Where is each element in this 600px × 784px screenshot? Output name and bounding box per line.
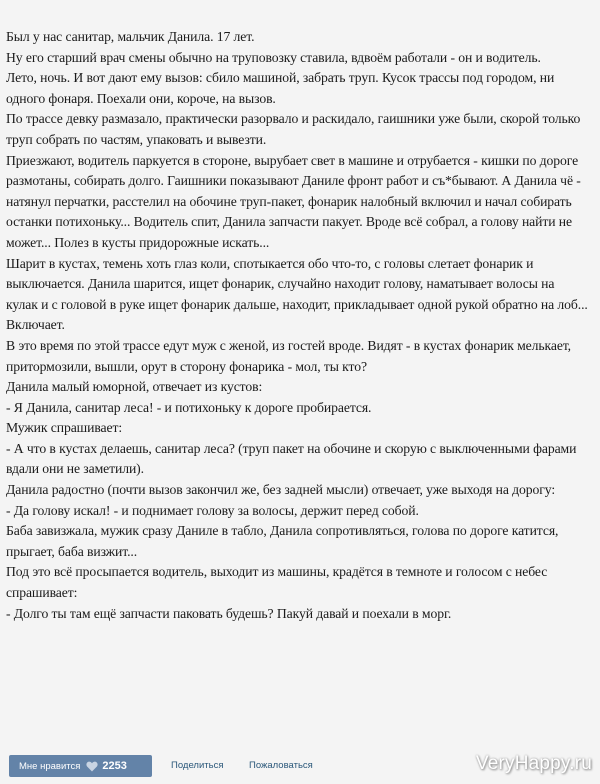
share-link[interactable]: Поделиться	[171, 760, 224, 771]
post-paragraph: Шарит в кустах, темень хоть глаз коли, спотыкается обо что-то, с головы слетает фонарик и выключается. Данила шарится, ищет фонарик, случайно находит голову, наматывает волосы на кулак и с головой в руке ищет фонарик дальше, находит, прикладывает одной рукой обратно на лоб... Включает.	[6, 255, 588, 333]
post-paragraph: Баба завизжала, мужик сразу Даниле в табло, Данила сопротивляться, голова по дороге катится, прыгает, баба визжит...	[6, 523, 559, 559]
like-button[interactable]	[9, 755, 152, 777]
post-paragraph: Данила малый юморной, отвечает из кустов:	[6, 379, 263, 395]
site-watermark: VeryHappy.ru	[475, 753, 592, 774]
post-paragraph: Под это всё просыпается водитель, выходит из машины, крадётся в темноте и голосом с небес спрашивает:	[6, 564, 548, 601]
post-paragraph: По трассе девку размазало, практически разорвало и раскидало, гаишники уже были, скорой только труп собрать по частям, упаковать и вывезти.	[6, 111, 581, 147]
post-paragraph: Приезжают, водитель паркуется в стороне, вырубает свет в машине и отрубается - кишки по дороге размотаны, собирать долго. Гаишники показывают Даниле фронт работ и съ*бывают. А Данила чё - натянул перчатки, расстелил на обочине труп-пакет, фонарик налобный включил и начал собирать останки потихоньку... Водитель спит, Данила запчасти пакует. Вроде всё собрал, а голову найти не может... Полез в кусты придорожные искать...	[6, 152, 581, 250]
post-paragraph: Мужик спрашивает:	[6, 420, 123, 436]
heart-icon	[86, 761, 98, 772]
post-paragraph: - Да голову искал! - и поднимает голову за волосы, держит перед собой.	[6, 502, 419, 518]
post-paragraph: - Я Данила, санитар леса! - и потихоньку к дороге пробирается.	[6, 399, 372, 415]
post-paragraph: - А что в кустах делаешь, санитар леса? (труп пакет на обочине и скорую с выключенными фарами вдали они не заметили).	[6, 440, 577, 477]
complain-link[interactable]: Пожаловаться	[249, 760, 313, 771]
post-paragraph: Лето, ночь. И вот дают ему вызов: сбило машиной, забрать труп. Кусок трассы под городом, ни одного фонаря. Поехали они, короче, на вызов.	[6, 70, 555, 106]
like-count: 2253	[102, 760, 127, 772]
post-paragraph: Ну его старший врач смены обычно на труповозку ставила, вдвоём работали - он и водитель.	[6, 49, 541, 65]
post-footer	[0, 748, 600, 784]
post-paragraph: - Долго ты там ещё запчасти паковать будешь? Пакуй давай и поехали в морг.	[6, 605, 452, 621]
post-paragraph: Данила радостно (почти вызов закончил же, без задней мысли) отвечает, уже выходя на дорогу:	[6, 482, 556, 498]
like-label: Мне нравится	[19, 760, 81, 772]
post-paragraph: Был у нас санитар, мальчик Данила. 17 лет.	[6, 29, 255, 44]
post-paragraph: В это время по этой трассе едут муж с женой, из гостей вроде. Видят - в кустах фонарик мелькает, притормозили, вышли, орут в сторону фонарика - мол, ты кто?	[6, 337, 571, 374]
